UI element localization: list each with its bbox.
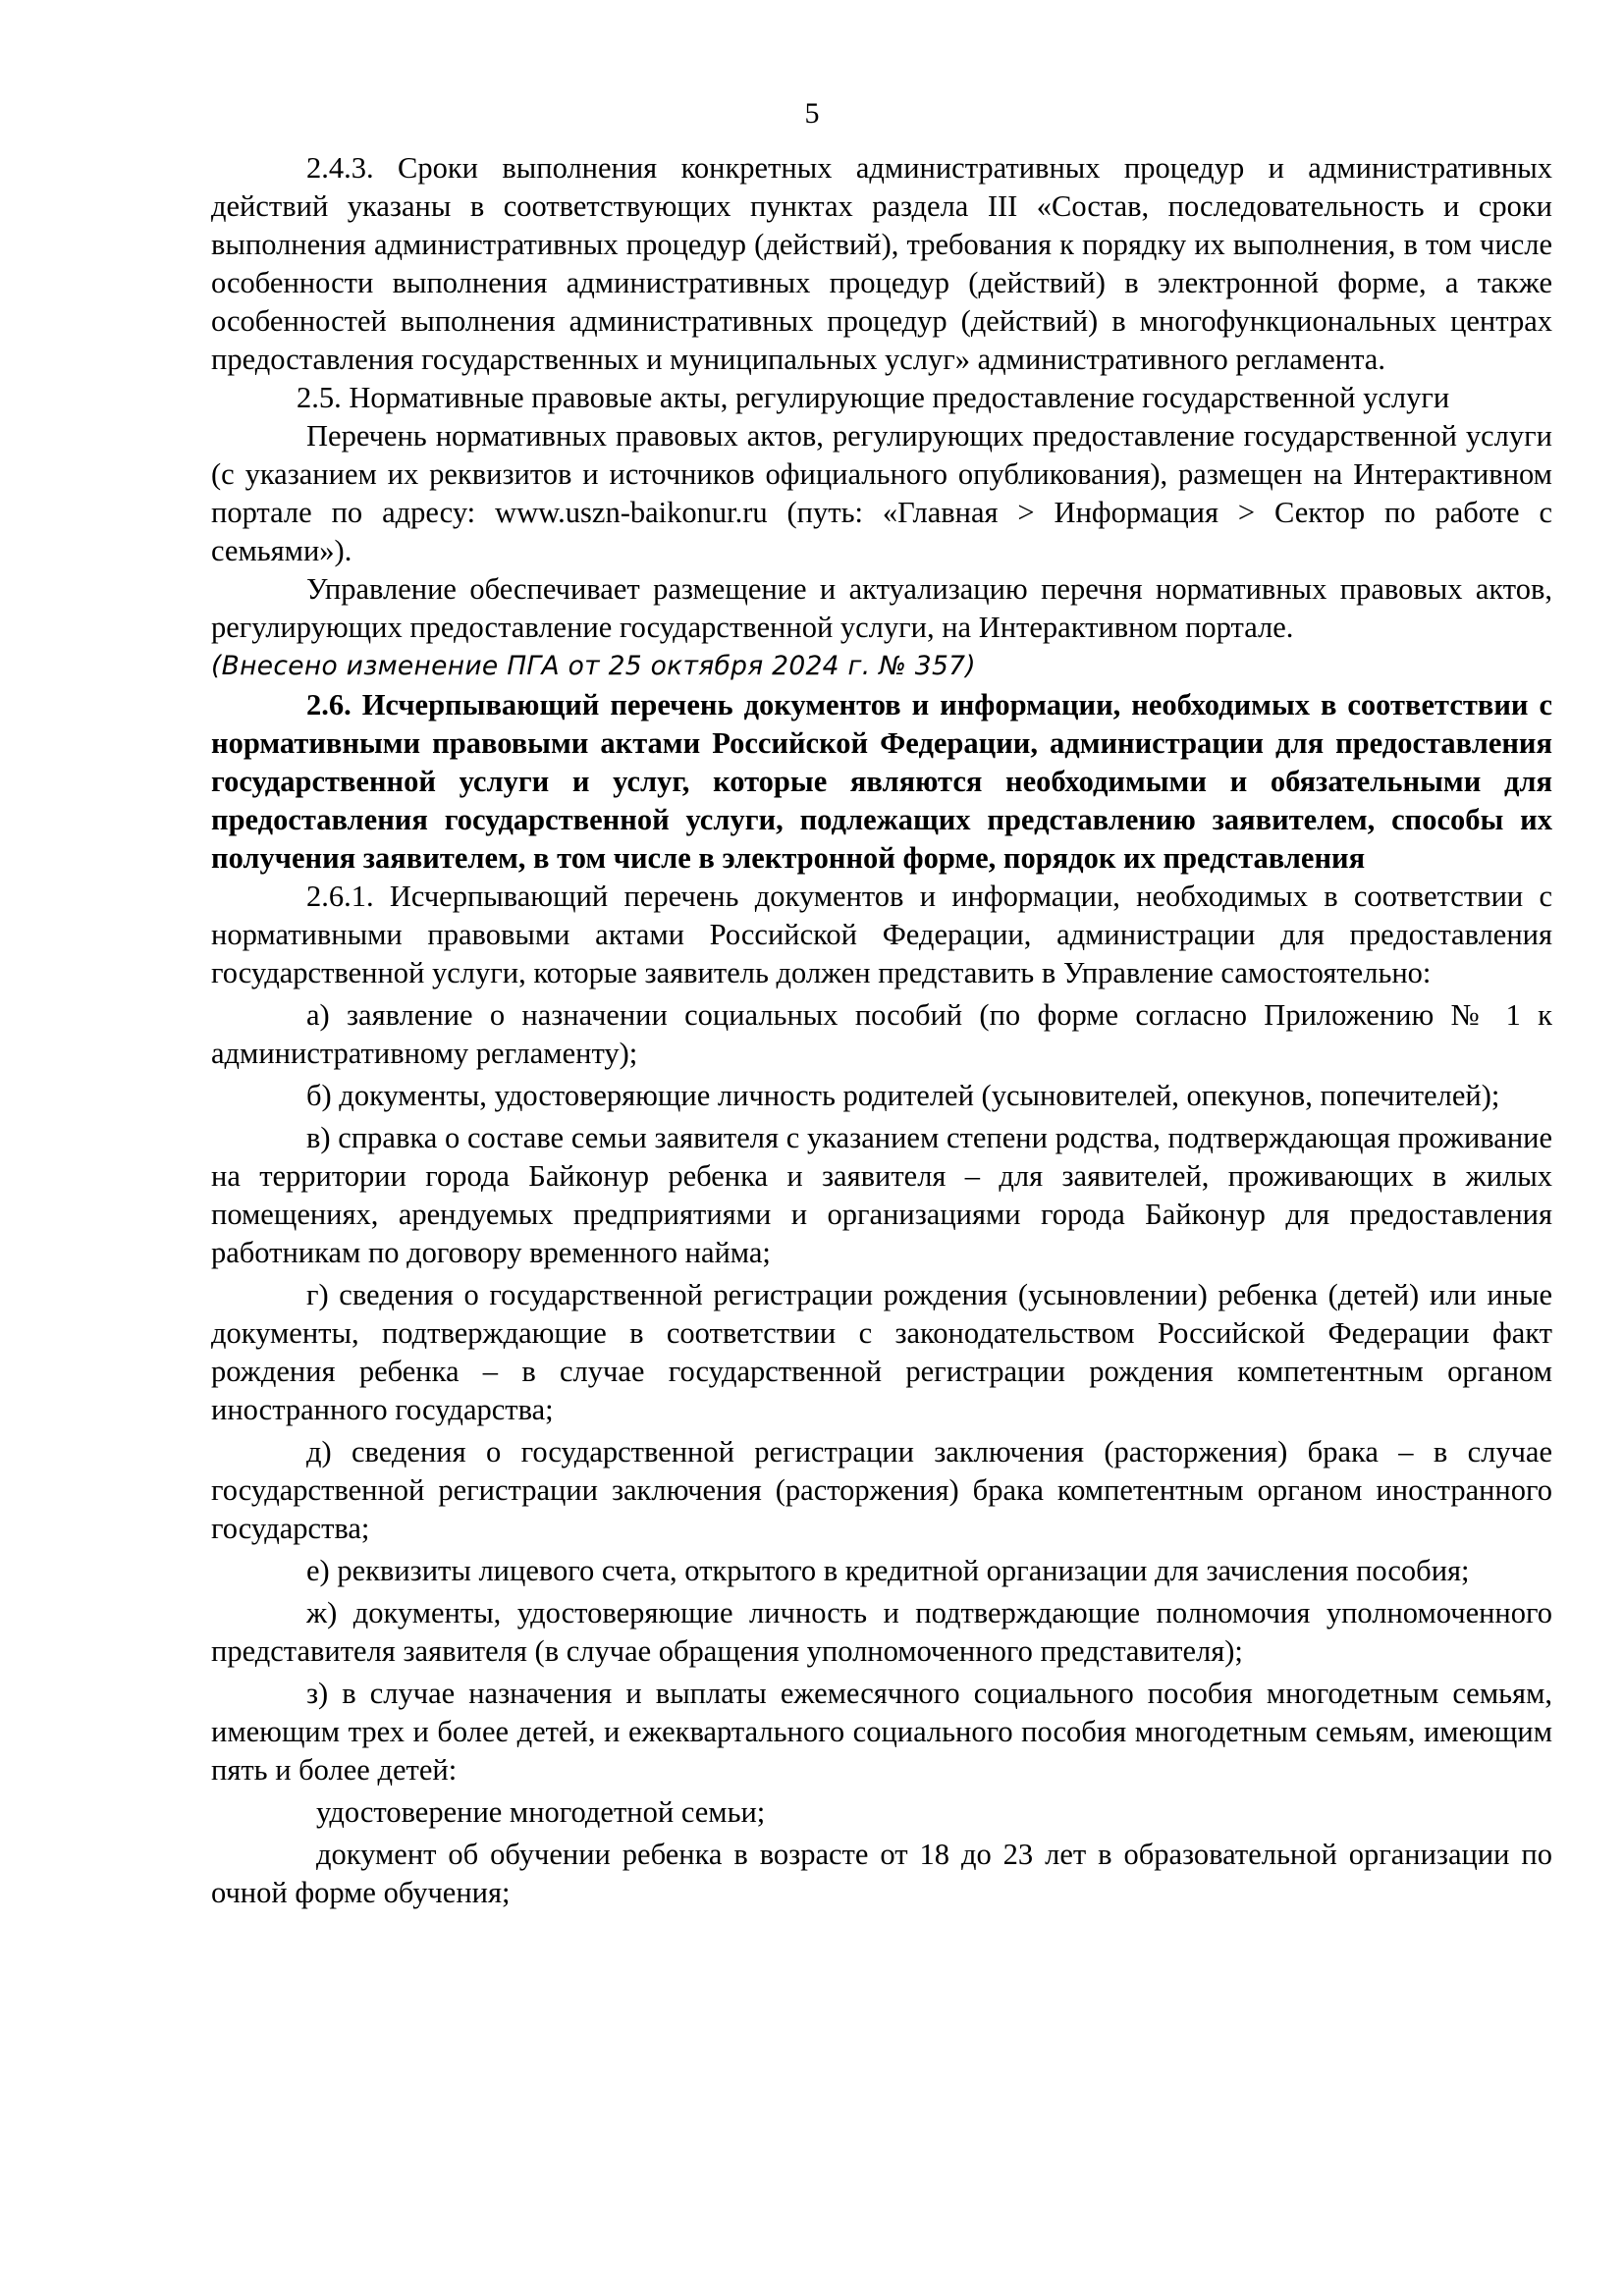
list-item-v: в) справка о составе семьи заявителя с указанием степени родства, подтверждающая проживание на территории города Байконур ребенка и заявителя – для заявителей, проживающих в жилых помещениях, арендуемых предприятиями и организациями города Байконур для предоставления работникам по договору временного найма; bbox=[211, 1121, 1552, 1269]
sub-item-education-document: документ об обучении ребенка в возрасте от 18 до 23 лет в образовательной организации по очной форме обучения; bbox=[211, 1838, 1552, 1909]
paragraph-legal-acts-list: Перечень нормативных правовых актов, регулирующих предоставление государственной услуги (с указанием их реквизитов и источников официального опубликования), размещен на Интерактивном портале по адресу: www.uszn-baikonur.ru (путь: «Главная > Информация > Сектор по работе с семьями»). bbox=[211, 419, 1552, 567]
list-item-zh: ж) документы, удостоверяющие личность и подтверждающие полномочия уполномоченного представителя заявителя (в случае обращения уполномоченного представителя); bbox=[211, 1596, 1552, 1668]
amendment-note: (Внесено изменение ПГА от 25 октября 2024 г. № 357) bbox=[211, 651, 976, 681]
list-item-a: а) заявление о назначении социальных пособий (по форме согласно Приложению № 1 к административному регламенту); bbox=[211, 998, 1552, 1070]
paragraph-2-6-1: 2.6.1. Исчерпывающий перечень документов и информации, необходимых в соответствии с нормативными правовыми актами Российской Федерации, администрации для предоставления государственной услуги, которые заявитель должен представить в Управление самостоятельно: bbox=[211, 880, 1552, 989]
list-item-z: з) в случае назначения и выплаты ежемесячного социального пособия многодетным семьям, имеющим трех и более детей, и ежеквартального социального пособия многодетным семьям, имеющим пять и более детей: bbox=[211, 1677, 1552, 1787]
page-number: 5 bbox=[804, 97, 820, 130]
section-heading-2-6: 2.6. Исчерпывающий перечень документов и информации, необходимых в соответствии с нормативными правовыми актами Российской Федерации, администрации для предоставления государственной услуги и услуг, которые являются необходимыми и обязательными для предоставления государственной услуги, подлежащих представлению заявителем, способы их получения заявителем, в том числе в электронной форме, порядок их представления bbox=[211, 688, 1552, 875]
sub-item-certificate: удостоверение многодетной семьи; bbox=[316, 1795, 766, 1829]
list-item-b: б) документы, удостоверяющие личность родителей (усыновителей, опекунов, попечителей); bbox=[306, 1079, 1500, 1112]
list-item-e: е) реквизиты лицевого счета, открытого в кредитной организации для зачисления пособия; bbox=[306, 1554, 1470, 1587]
paragraph-2-4-3: 2.4.3. Сроки выполнения конкретных административных процедур и административных действий указаны в соответствующих пунктах раздела III «Состав, последовательность и сроки выполнения административных процедур (действий), требования к порядку их выполнения, в том числе особенности выполнения административных процедур (действий) в электронной форме, а также особенностей выполнения административных процедур (действий) в многофункциональных центрах предоставления государственных и муниципальных услуг» административного регламента. bbox=[211, 151, 1552, 376]
document-body bbox=[211, 149, 1552, 1912]
section-heading-2-5: 2.5. Нормативные правовые акты, регулирующие предоставление государственной услуги bbox=[297, 381, 1450, 414]
paragraph-management-duty: Управление обеспечивает размещение и актуализацию перечня нормативных правовых актов, регулирующих предоставление государственной услуги, на Интерактивном портале. bbox=[211, 572, 1552, 644]
list-item-g: г) сведения о государственной регистрации рождения (усыновлении) ребенка (детей) или иные документы, подтверждающие в соответствии с законодательством Российской Федерации факт рождения ребенка – в случае государственной регистрации рождения компетентным органом иностранного государства; bbox=[211, 1278, 1552, 1426]
list-item-d: д) сведения о государственной регистрации заключения (расторжения) брака – в случае государственной регистрации заключения (расторжения) брака компетентным органом иностранного государства; bbox=[211, 1435, 1552, 1545]
